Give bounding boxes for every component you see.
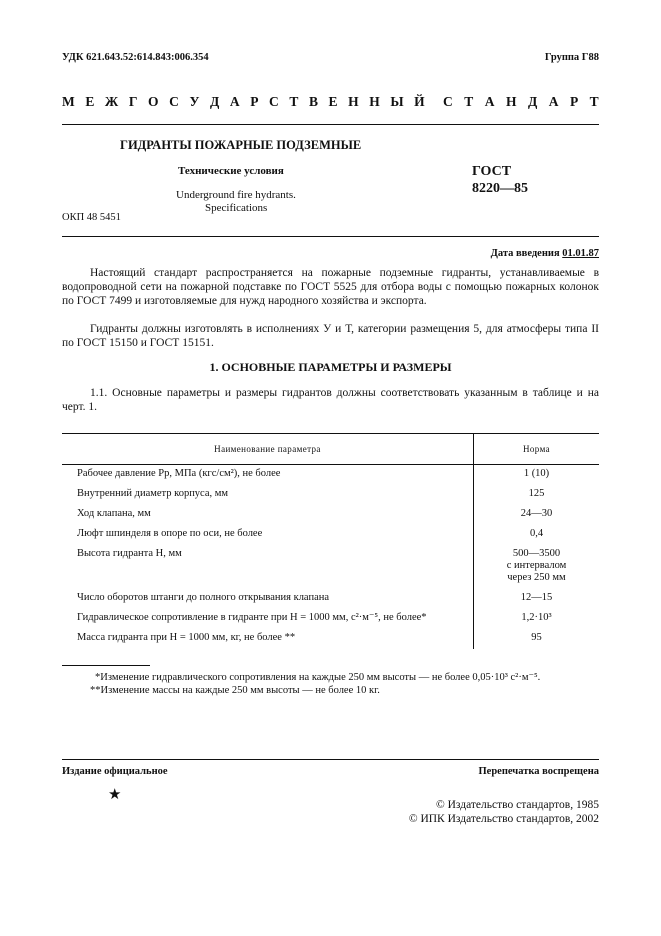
banner-letter: Р xyxy=(569,94,579,109)
parameter-norm: 0,4 xyxy=(474,525,600,545)
parameter-name: Ход клапана, мм xyxy=(77,508,151,519)
okp-code: ОКП 48 5451 xyxy=(62,212,121,223)
intro-date-label: Дата введения xyxy=(490,248,563,259)
parameter-name: Число оборотов штанги до полного открывания клапана xyxy=(77,592,330,603)
banner-letter: Г xyxy=(128,94,138,109)
doc-subtitle: Технические условия xyxy=(178,165,284,177)
banner-letter: Д xyxy=(527,94,538,109)
copyright-2002: © ИПК Издательство стандартов, 2002 xyxy=(408,813,599,825)
banner-letter: С xyxy=(169,94,180,109)
table-row xyxy=(62,589,599,609)
banner-letter: Е xyxy=(85,94,95,109)
table-row xyxy=(62,629,599,649)
parameter-norm: 1 (10) xyxy=(474,465,600,486)
banner-letter: С xyxy=(269,94,280,109)
table-row xyxy=(62,545,599,589)
introduction-date xyxy=(491,248,599,259)
doc-title: ГИДРАНТЫ ПОЖАРНЫЕ ПОДЗЕМНЫЕ xyxy=(120,138,362,152)
gost-number xyxy=(472,163,528,197)
top-divider xyxy=(62,124,599,125)
parameter-norm: 12—15 xyxy=(474,589,600,609)
parameter-name: Масса гидранта при H = 1000 мм, кг, не более ** xyxy=(77,632,296,643)
footnote-1: *Изменение гидравлического сопротивления на каждые 250 мм высоты — не более 0,05·10³ с²·м⁻⁵. xyxy=(95,672,541,683)
col-header-norm: Норма xyxy=(474,434,600,465)
reprint-notice: Перепечатка воспрещена xyxy=(478,766,599,777)
udk-code: УДК 621.643.52:614.843:006.354 xyxy=(62,52,209,63)
banner-letter: Н xyxy=(369,94,381,109)
banner-letter: Ж xyxy=(104,94,119,109)
banner-letter: Н xyxy=(505,94,517,109)
gost-label: ГОСТ xyxy=(472,164,512,179)
official-edition: Издание официальное xyxy=(62,766,168,777)
standard-banner xyxy=(62,94,599,110)
table-row xyxy=(62,525,599,545)
parameter-norm: 95 xyxy=(474,629,600,649)
banner-letter: Й xyxy=(414,94,425,109)
banner-letter: Е xyxy=(328,94,338,109)
banner-letter: М xyxy=(62,94,76,109)
banner-letter: Н xyxy=(348,94,359,109)
banner-letter: В xyxy=(308,94,319,109)
parameter-name: Рабочее давление Pр, МПа (кгс/см²), не более xyxy=(77,468,281,479)
gost-code: 8220—85 xyxy=(472,181,528,196)
banner-letter: Т xyxy=(289,94,299,109)
title-divider xyxy=(62,236,599,237)
parameter-norm: 1,2·10³ xyxy=(474,609,600,629)
parameter-name: Гидравлическое сопротивление в гидранте при H = 1000 мм, с²·м⁻⁵, не более* xyxy=(77,612,427,623)
scope-paragraph: Настоящий стандарт распространяется на пожарные подземные гидранты, устанавливаемые в водопроводной сети на пожарной подставке по ГОСТ 5525 для отбора воды с помощью пожарных колонок по ГОСТ 7499 и изготовляемые для нужд народного хозяйства и экспорта. xyxy=(62,267,599,307)
parameter-name: Люфт шпинделя в опоре по оси, не более xyxy=(77,528,263,539)
banner-word-interstate xyxy=(62,94,425,110)
banner-word-standard xyxy=(443,94,599,110)
intro-date-value: 01.01.87 xyxy=(562,248,599,259)
banner-letter: Т xyxy=(589,94,599,109)
parameter-norm: 500—3500 с интервалом через 250 мм xyxy=(474,545,600,589)
col-header-parameter: Наименование параметра xyxy=(62,434,474,465)
banner-letter: О xyxy=(148,94,159,109)
parameter-norm: 24—30 xyxy=(474,505,600,525)
banner-letter: А xyxy=(484,94,495,109)
clause-1-1: 1.1. Основные параметры и размеры гидрантов должны соответствовать указанным в таблице и на черт. 1. xyxy=(62,387,599,413)
table-row xyxy=(62,609,599,629)
parameter-name: Внутренний диаметр корпуса, мм xyxy=(77,488,229,499)
footnote-2: **Изменение массы на каждые 250 мм высоты — не более 10 кг. xyxy=(90,685,380,696)
english-title-line1: Underground fire hydrants. xyxy=(176,189,296,201)
english-title-line2: Specifications xyxy=(205,202,268,214)
footer-divider xyxy=(62,759,599,760)
table-row xyxy=(62,485,599,505)
parameter-name: Высота гидранта H, мм xyxy=(77,548,182,559)
table-row xyxy=(62,505,599,525)
group-code: Группа Г88 xyxy=(544,52,599,63)
section-heading: 1. ОСНОВНЫЕ ПАРАМЕТРЫ И РАЗМЕРЫ xyxy=(209,360,452,374)
banner-letter: Т xyxy=(464,94,474,109)
copyright-1985: © Издательство стандартов, 1985 xyxy=(435,799,599,811)
banner-letter: Д xyxy=(209,94,220,109)
star-icon: ★ xyxy=(108,787,122,803)
footnote-divider xyxy=(62,665,150,666)
banner-letter: Р xyxy=(250,94,259,109)
parameter-norm: 125 xyxy=(474,485,600,505)
versions-paragraph: Гидранты должны изготовлять в исполнениях У и Т, категории размещения 5, для атмосферы типа II по ГОСТ 15150 и ГОСТ 15151. xyxy=(62,323,599,349)
banner-letter: Ы xyxy=(390,94,404,109)
banner-letter: А xyxy=(229,94,240,109)
banner-letter: А xyxy=(548,94,559,109)
table-row xyxy=(62,465,599,486)
banner-letter: С xyxy=(443,94,454,109)
banner-letter: У xyxy=(189,94,200,109)
parameters-table xyxy=(62,433,599,649)
